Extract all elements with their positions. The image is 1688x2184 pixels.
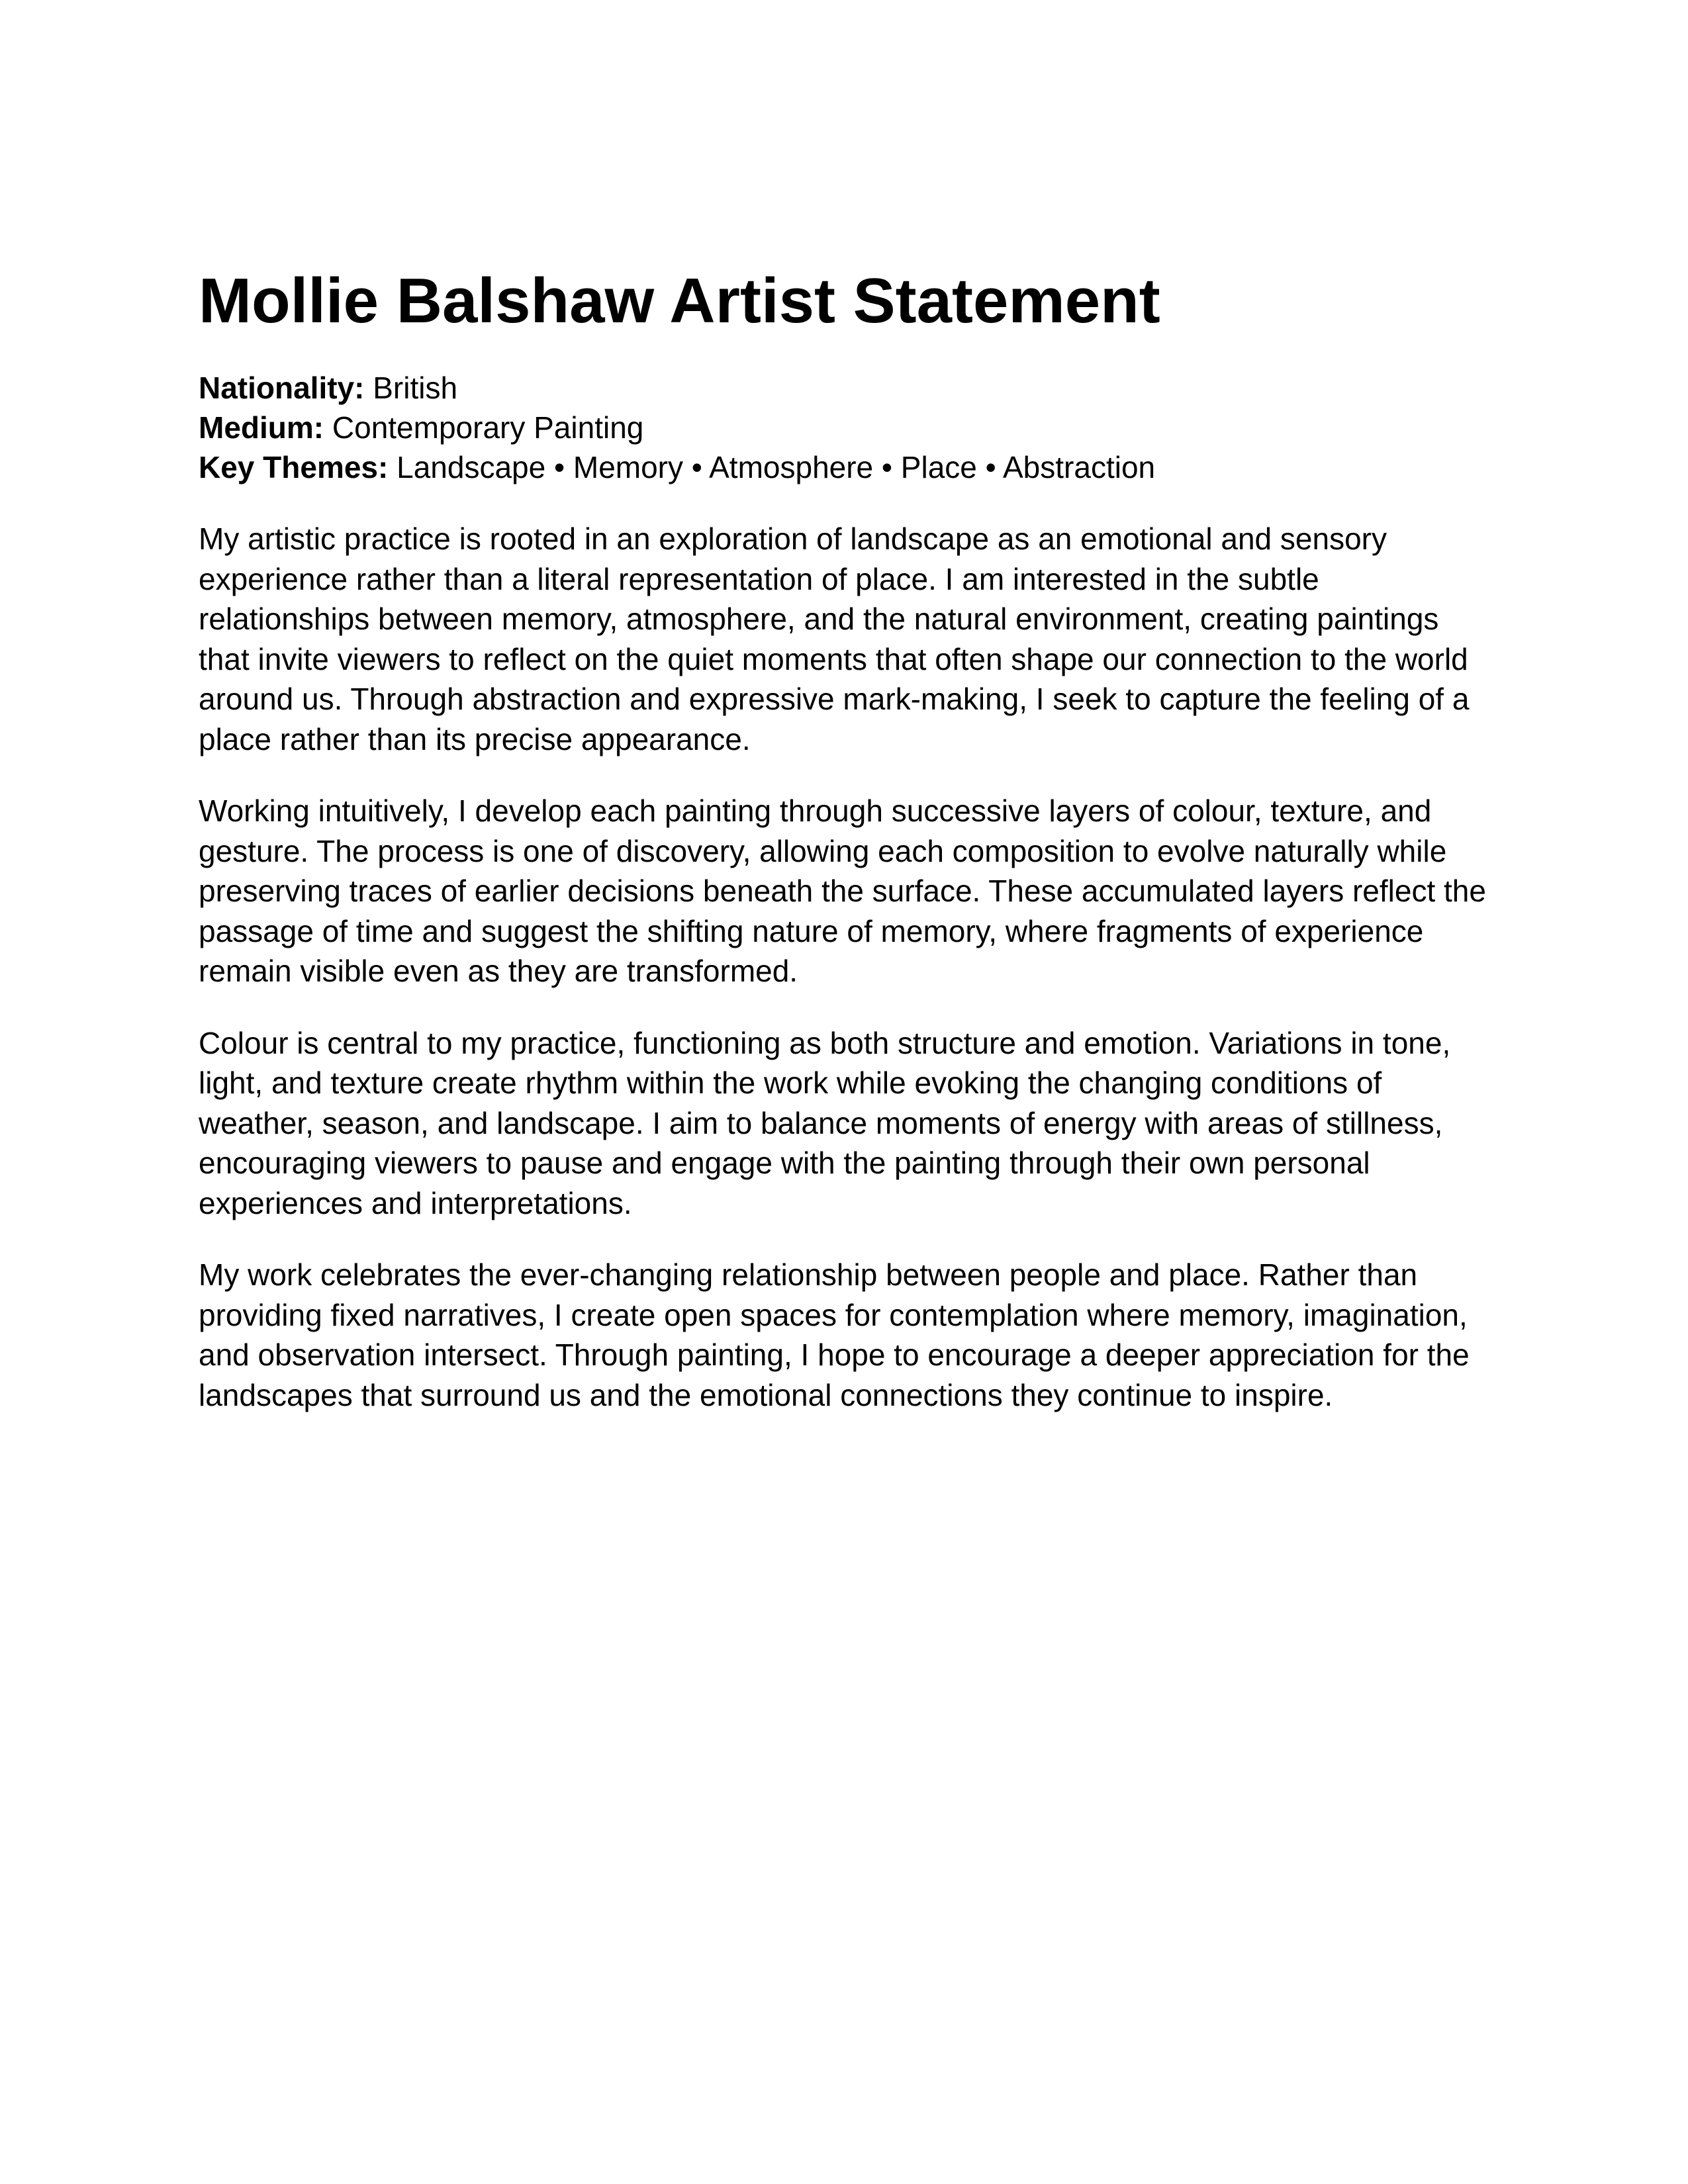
medium-value: Contemporary Painting bbox=[324, 410, 644, 445]
paragraph-line: My artistic practice is rooted in an exploration of landscape as an emotional and sensory bbox=[199, 522, 1387, 556]
paragraph-line: remain visible even as they are transformed. bbox=[199, 954, 798, 988]
document-page bbox=[199, 262, 1489, 1415]
nationality-value: British bbox=[364, 371, 458, 405]
paragraph-line: preserving traces of earlier decisions beneath the surface. These accumulated layers reflect the bbox=[199, 874, 1486, 908]
paragraph-line: around us. Through abstraction and expressive mark-making, I seek to capture the feeling of a bbox=[199, 682, 1470, 716]
paragraph-line: Colour is central to my practice, functioning as both structure and emotion. Variations in tone, bbox=[199, 1025, 1451, 1060]
nationality-line bbox=[199, 368, 1489, 408]
statement-paragraph-4 bbox=[199, 1255, 1489, 1415]
paragraph-line: encouraging viewers to pause and engage with the painting through their own personal bbox=[199, 1146, 1370, 1180]
paragraph-line: passage of time and suggest the shifting nature of memory, where fragments of experience bbox=[199, 913, 1424, 948]
nationality-label: Nationality: bbox=[199, 371, 365, 405]
document-title: Mollie Balshaw Artist Statement bbox=[199, 265, 1160, 336]
statement-paragraph-3 bbox=[199, 1023, 1489, 1224]
paragraph-line: weather, season, and landscape. I aim to balance moments of energy with areas of stillness, bbox=[199, 1105, 1443, 1140]
key-themes-value: Landscape • Memory • Atmosphere • Place • Abstraction bbox=[388, 450, 1156, 484]
medium-label: Medium: bbox=[199, 410, 324, 445]
key-themes-label: Key Themes: bbox=[199, 450, 389, 484]
artist-details bbox=[199, 368, 1489, 487]
paragraph-line: providing fixed narratives, I create open spaces for contemplation where memory, imagination, bbox=[199, 1297, 1468, 1332]
key-themes-line bbox=[199, 447, 1489, 487]
paragraph-line: light, and texture create rhythm within the work while evoking the changing conditions of bbox=[199, 1066, 1382, 1100]
paragraph-line: My work celebrates the ever-changing relationship between people and place. Rather than bbox=[199, 1257, 1418, 1292]
paragraph-line: experience rather than a literal representation of place. I am interested in the subtle bbox=[199, 561, 1319, 596]
paragraph-line: place rather than its precise appearance. bbox=[199, 721, 751, 756]
paragraph-line: experiences and interpretations. bbox=[199, 1185, 632, 1220]
paragraph-line: landscapes that surround us and the emotional connections they continue to inspire. bbox=[199, 1377, 1333, 1412]
paragraph-line: Working intuitively, I develop each painting through successive layers of colour, texture, and bbox=[199, 794, 1432, 828]
paragraph-line: gesture. The process is one of discovery, allowing each composition to evolve naturally while bbox=[199, 833, 1447, 868]
statement-paragraph-1 bbox=[199, 519, 1489, 759]
statement-paragraph-2 bbox=[199, 791, 1489, 991]
paragraph-line: that invite viewers to reflect on the quiet moments that often shape our connection to the world bbox=[199, 641, 1468, 676]
medium-line bbox=[199, 408, 1489, 447]
paragraph-line: and observation intersect. Through painting, I hope to encourage a deeper appreciation for the bbox=[199, 1338, 1470, 1372]
paragraph-line: relationships between memory, atmosphere, and the natural environment, creating paintings bbox=[199, 602, 1439, 636]
